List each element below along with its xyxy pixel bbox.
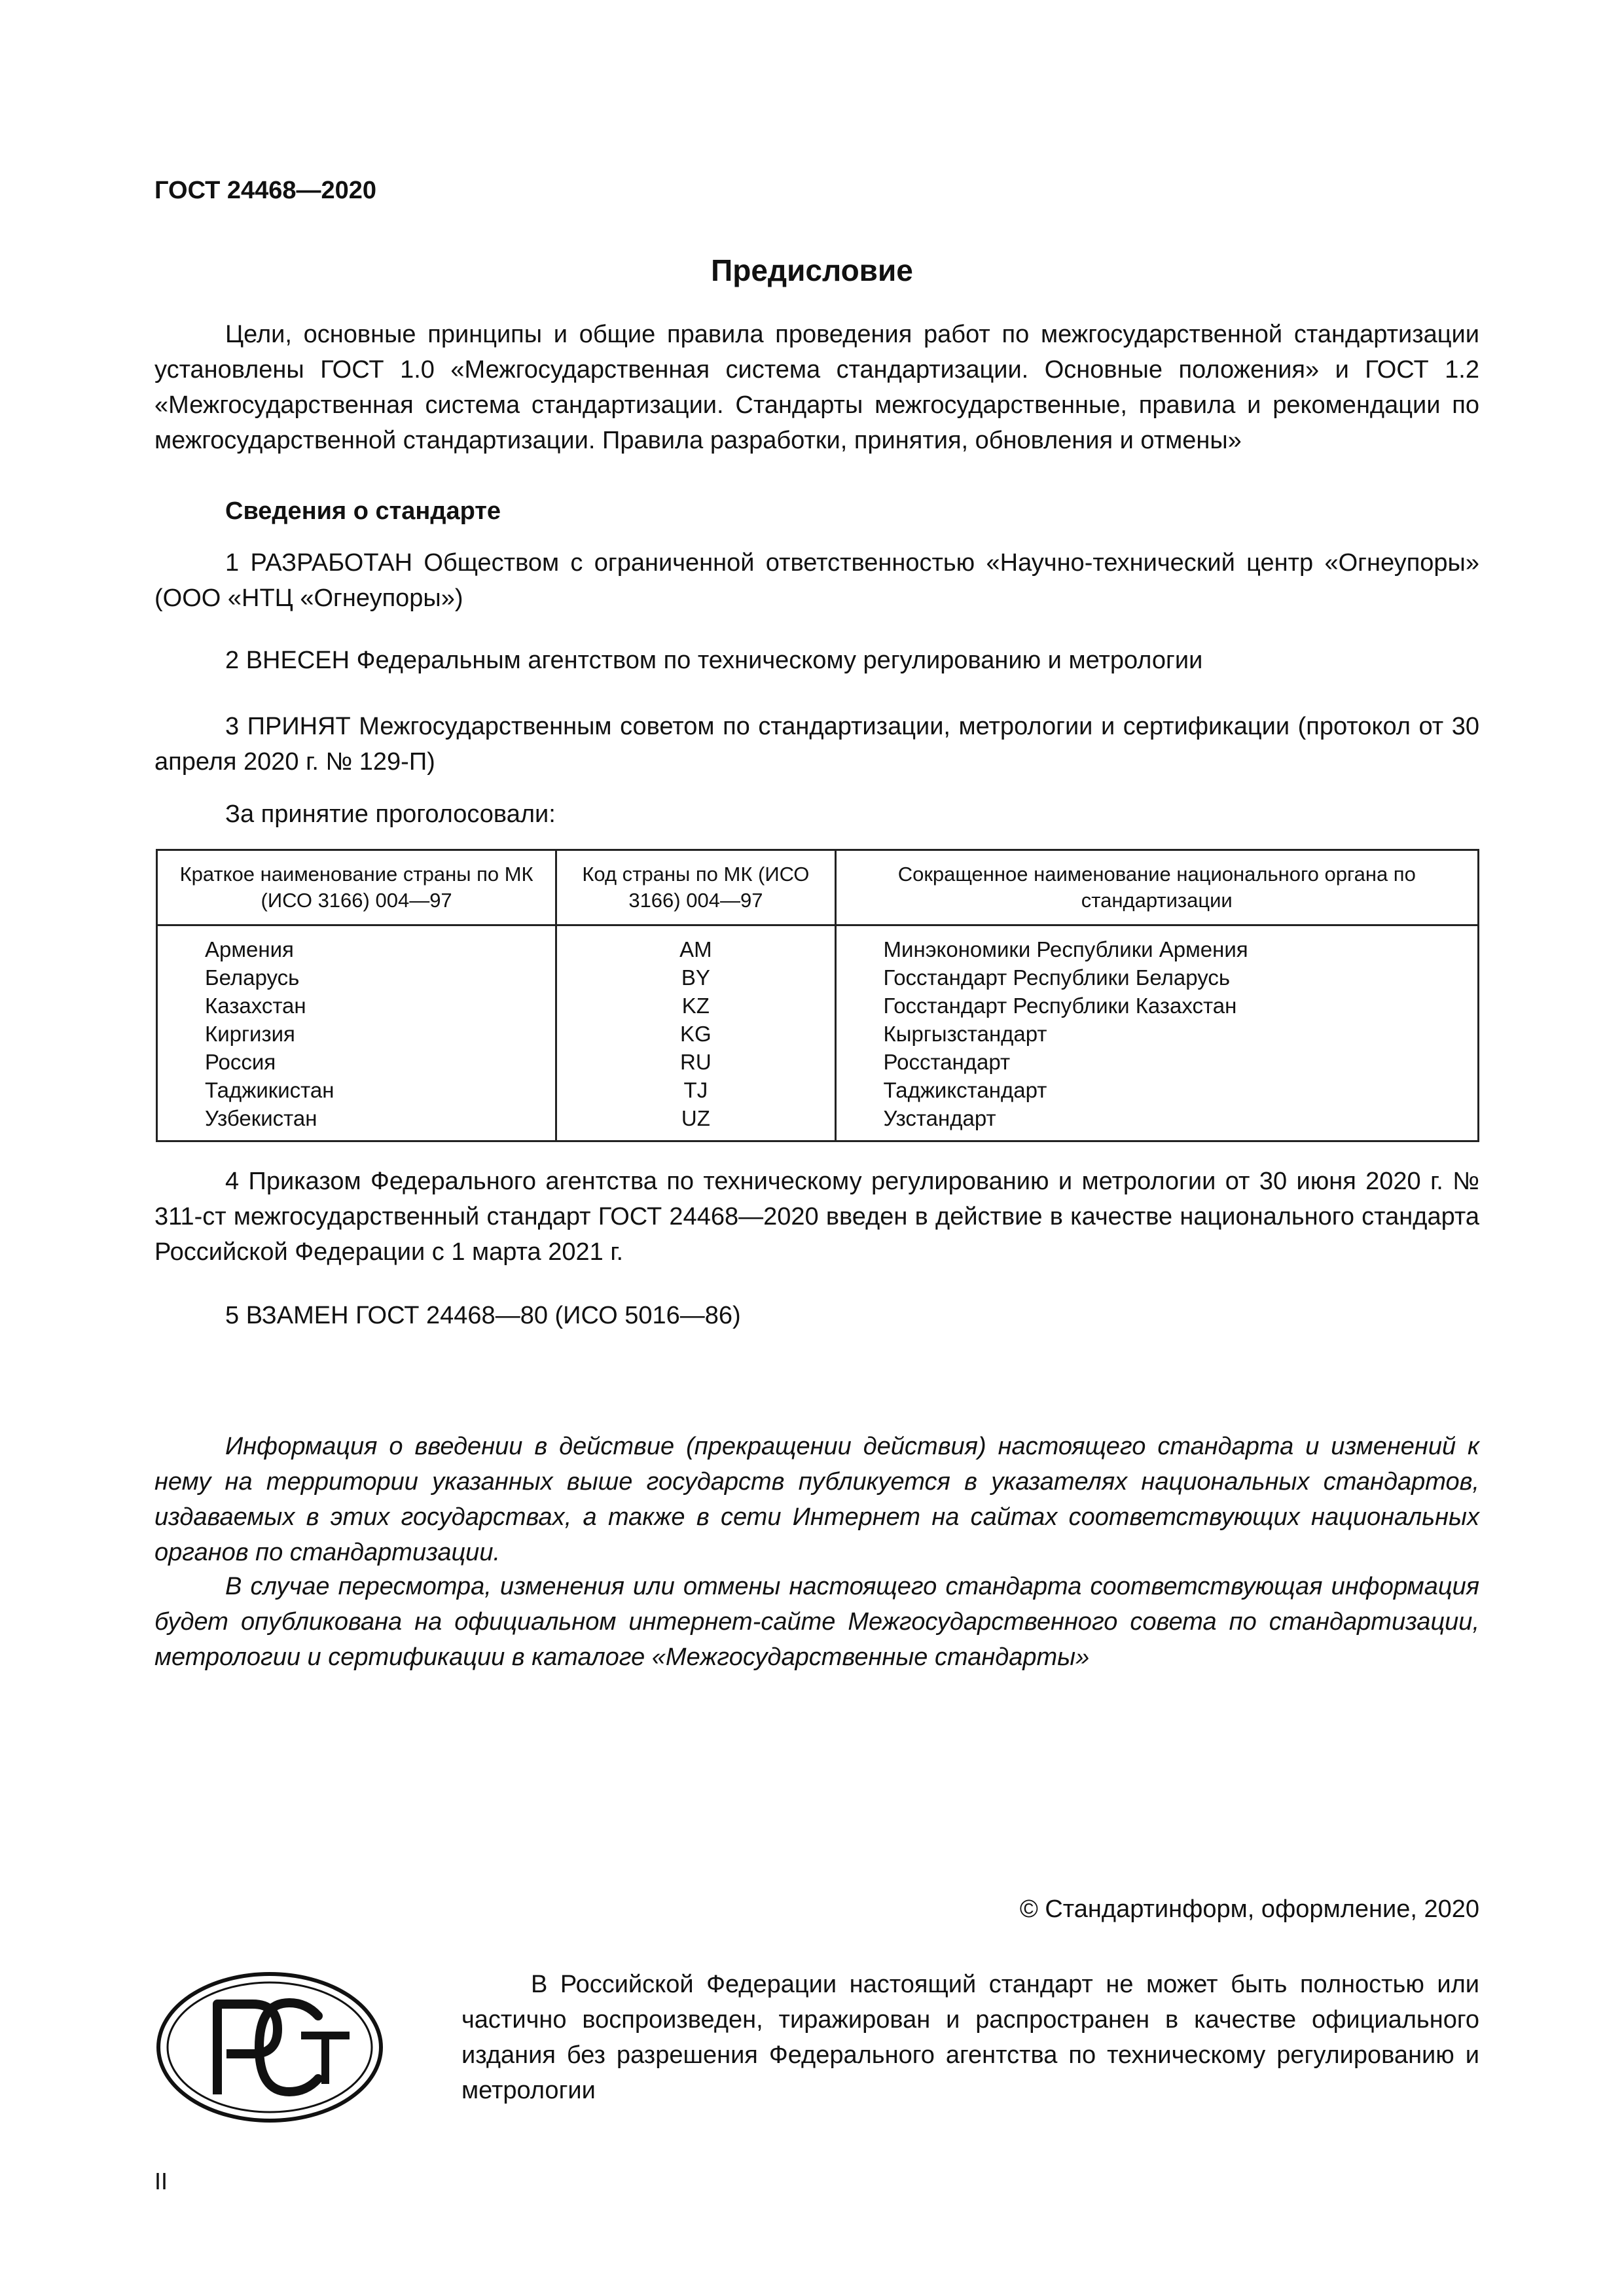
country-name: Узбекистан: [205, 1106, 317, 1130]
notice-paragraph-1: Информация о введении в действие (прекращении действия) настоящего стандарта и изменений к нему на территории указанных выше государств публикуется в указателях национальных стандартов, издаваемых в этих государствах, а также в сети Интернет на сайтах соответствующих национальных органов по стандартизации.: [154, 1433, 1479, 1566]
country-name: Киргизия: [205, 1022, 295, 1046]
page-title: Предисловие: [711, 253, 913, 287]
standards-bodies-cell: [835, 925, 1478, 1141]
standards-body: Росстандарт: [883, 1050, 1011, 1074]
country-code: UZ: [681, 1106, 710, 1130]
country-names-cell: [157, 925, 556, 1141]
country-code: BY: [681, 965, 710, 990]
item-3-adopted: 3 ПРИНЯТ Межгосударственным советом по стандартизации, метрологии и сертификации (протокол от 30 апреля 2020 г. № 129-П): [154, 713, 1479, 776]
standards-body: Госстандарт Республики Казахстан: [883, 994, 1237, 1018]
item-4-order: 4 Приказом Федерального агентства по техническому регулированию и метрологии от 30 июня 2020 г. № 311-ст межгосударственный стандарт ГОСТ 24468—2020 введен в действие в качестве национального стандарта Российской Федерации с 1 марта 2021 г.: [154, 1168, 1479, 1266]
info-heading: Сведения о стандарте: [225, 497, 501, 525]
item-5-replaces: 5 ВЗАМЕН ГОСТ 24468—80 (ИСО 5016—86): [225, 1302, 741, 1329]
country-name: Казахстан: [205, 994, 306, 1018]
standards-body: Кыргызстандарт: [883, 1022, 1047, 1046]
column-header-code: Код страны по МК (ИСО 3166) 004—97: [556, 850, 835, 925]
country-code: KZ: [681, 994, 710, 1018]
country-code: TJ: [683, 1078, 708, 1102]
country-code: AM: [679, 937, 712, 961]
column-header-body: Сокращенное наименование национального органа по стандартизации: [835, 850, 1478, 925]
standards-body: Госстандарт Республики Беларусь: [883, 965, 1231, 990]
rights-notice: В Российской Федерации настоящий стандарт не может быть полностью или частично воспроизведен, тиражирован и распространен в качестве официального издания без разрешения Федерального агентства по техническому регулированию и метрологии: [461, 1971, 1479, 2104]
notice-paragraph-2: В случае пересмотра, изменения или отмены настоящего стандарта соответствующая информация будет опубликована на официальном интернет-сайте Межгосударственного совета по стандартизации, метрологии и сертификации в каталоге «Межгосударственные стандарты»: [154, 1573, 1479, 1671]
document-id-header: ГОСТ 24468—2020: [154, 177, 377, 204]
intro-paragraph: Цели, основные принципы и общие правила проведения работ по межгосударственной стандартизации установлены ГОСТ 1.0 «Межгосударственная система стандартизации. Основные положения» и ГОСТ 1.2 «Межгосударственная система стандартизации. Стандарты межгосударственные, правила и рекомендации по межгосударственной стандартизации. Правила разработки, принятия, обновления и отмены»: [154, 321, 1479, 454]
country-code: KG: [680, 1022, 712, 1046]
standards-body: Минэкономики Республики Армения: [883, 937, 1248, 961]
voting-countries-table: [156, 849, 1479, 1142]
standards-body: Таджикстандарт: [883, 1078, 1047, 1102]
column-header-country: Краткое наименование страны по МК (ИСО 3166) 004—97: [157, 850, 556, 925]
page-number: II: [154, 2168, 168, 2195]
voted-label: За принятие проголосовали:: [225, 800, 556, 828]
country-code: RU: [680, 1050, 712, 1074]
item-1-developer: 1 РАЗРАБОТАН Обществом с ограниченной ответственностью «Научно-технический центр «Огнеупоры» (ООО «НТЦ «Огнеупоры»): [154, 549, 1479, 612]
country-name: Россия: [205, 1050, 276, 1074]
standards-body: Узстандарт: [883, 1106, 996, 1130]
rst-logo-icon: [154, 1970, 385, 2125]
table-header-row: [157, 850, 1479, 925]
item-2-submitted: 2 ВНЕСЕН Федеральным агентством по техническому регулированию и метрологии: [225, 647, 1203, 674]
country-name: Беларусь: [205, 965, 300, 990]
table-body-row: [157, 925, 1479, 1141]
country-name: Армения: [205, 937, 294, 961]
country-name: Таджикистан: [205, 1078, 334, 1102]
country-codes-cell: [556, 925, 835, 1141]
copyright-notice: © Стандартинформ, оформление, 2020: [1019, 1895, 1479, 1923]
